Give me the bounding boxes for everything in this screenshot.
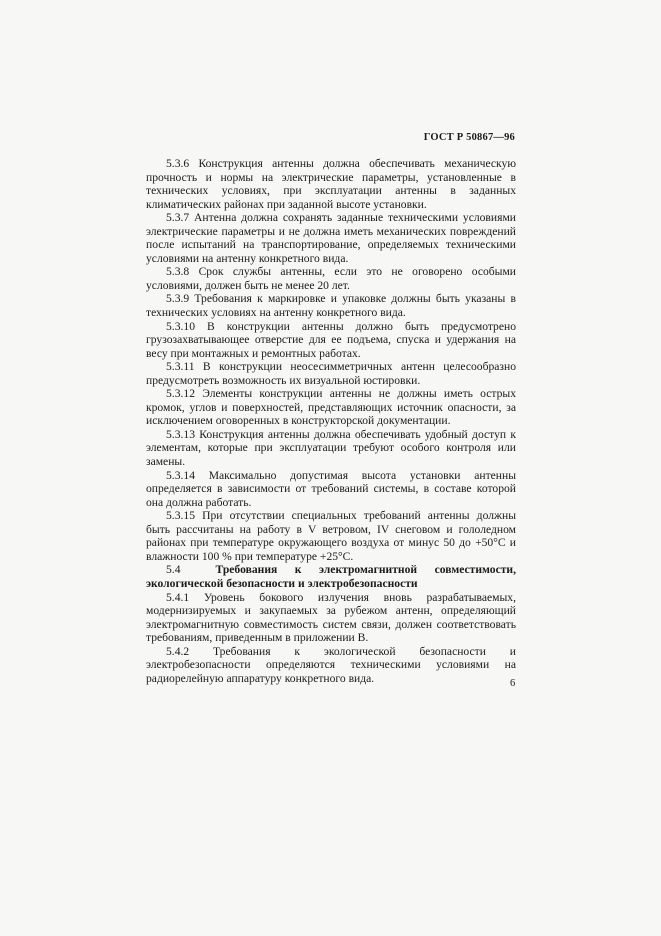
paragraph-5-3-11: 5.3.11 В конструкции неосесимметричных антенн целесообразно предусмотреть возможность их визуальной юстировки. <box>146 360 516 387</box>
paragraph-5-3-8: 5.3.8 Срок службы антенны, если это не оговорено особыми условиями, должен быть не менее 20 лет. <box>146 265 516 292</box>
paragraph-5-4-2: 5.4.2 Требования к экологической безопасности и электробезопасности определяются техническими условиями на радиорелейную аппаратуру конкретного вида. <box>146 644 516 685</box>
paragraph-5-3-15: 5.3.15 При отсутствии специальных требований антенны должны быть рассчитаны на работу в V ветровом, IV снеговом и гололедном районах при температуре окружающего воздуха от минус 50 до +50°С и влажности 100 % при температуре +25°С. <box>146 509 516 563</box>
page-number: 6 <box>510 678 516 689</box>
paragraph-5-3-12: 5.3.12 Элементы конструкции антенны не должны иметь острых кромок, углов и поверхностей, представляющих источник опасности, за исключением оговоренных в конструкторской документации. <box>146 387 516 428</box>
paragraph-5-3-9: 5.3.9 Требования к маркировке и упаковке должны быть указаны в технических условиях на антенну конкретного вида. <box>146 292 516 320</box>
paragraph-5-4-1: 5.4.1 Уровень бокового излучения вновь разрабатываемых, модернизируемых и закупаемых за рубежом антенн, определяющий электромагнитную совместимость систем связи, должен соответствовать требованиям, приведенным в приложении В. <box>146 590 516 645</box>
paragraph-5-3-6: 5.3.6 Конструкция антенны должна обеспечивать механическую прочность и нормы на электрические параметры, установленные в технических условиях, при эксплуатации антенны в заданных климатических районах при заданной высоте установки. <box>146 157 516 211</box>
section-title: Требования к электромагнитной совместимости, экологической безопасности и электробезопасности <box>146 563 516 590</box>
paragraph-5-3-7: 5.3.7 Антенна должна сохранять заданные техническими условиями электрические параметры и не должна иметь механических повреждений после испытаний на транспортирование, определяемых техническими условиями на антенну конкретного вида. <box>146 211 516 265</box>
paragraph-5-3-13: 5.3.13 Конструкция антенны должна обеспечивать удобный доступ к элементам, которые при эксплуатации требуют особого контроля или замены. <box>146 427 516 469</box>
standard-header: ГОСТ Р 50867—96 <box>423 132 515 143</box>
paragraph-5-3-14: 5.3.14 Максимально допустимая высота установки антенны определяется в зависимости от требований системы, в составе которой она должна работать. <box>146 468 516 509</box>
section-heading-5-4 <box>146 563 516 590</box>
paragraph-5-3-10: 5.3.10 В конструкции антенны должно быть предусмотрено грузозахватывающее отверстие для ее подъема, спуска и удержания на весу при монтажных и ремонтных работах. <box>146 319 516 360</box>
document-body <box>146 157 516 685</box>
section-number: 5.4 <box>166 563 181 577</box>
